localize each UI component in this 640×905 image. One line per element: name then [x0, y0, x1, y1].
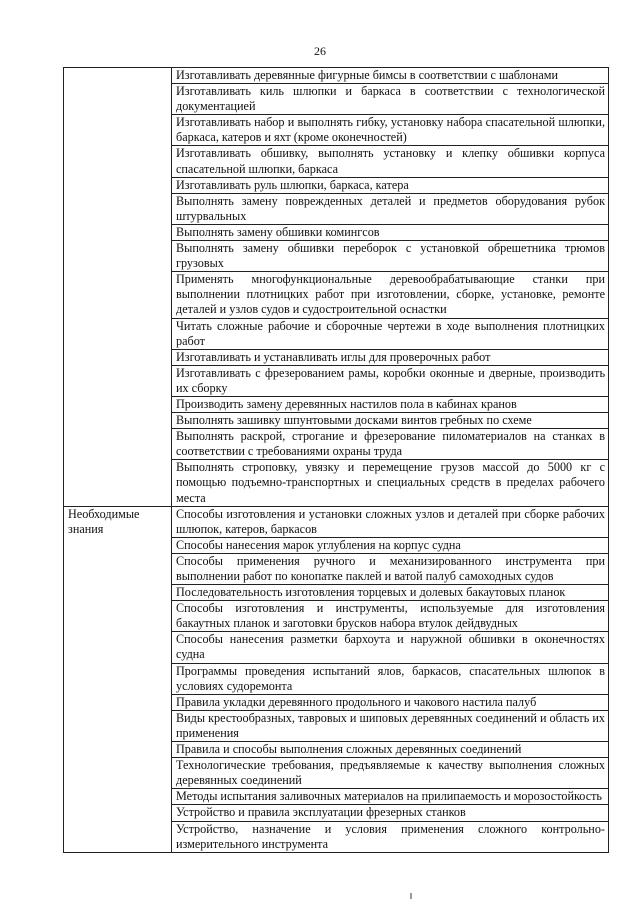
table-row [64, 68, 609, 84]
skills-item: Выполнять зашивку шпунтовыми досками винтов гребных по схеме [172, 413, 609, 429]
knowledge-item: Способы изготовления и установки сложных узлов и деталей при сборке рабочих шлюпок, катеров, баркасов [172, 506, 609, 537]
page-number: 26 [314, 44, 326, 58]
knowledge-item: Способы изготовления и инструменты, используемые для изготовления бакаутных планок и заготовки брусков набора втулок дейдвудных [172, 601, 609, 632]
skills-item: Читать сложные рабочие и сборочные чертежи в ходе выполнения плотницких работ [172, 318, 609, 349]
knowledge-item: Устройство, назначение и условия применения сложного контрольно-измерительного инструмента [172, 821, 609, 852]
skills-item: Изготавливать обшивку, выполнять установку и клепку обшивки корпуса спасательной шлюпки, баркаса [172, 146, 609, 177]
skills-item: Изготавливать и устанавливать иглы для проверочных работ [172, 349, 609, 365]
knowledge-item: Методы испытания заливочных материалов на прилипаемость и морозостойкость [172, 789, 609, 805]
skills-item: Изготавливать киль шлюпки и баркаса в соответствии с технологической документацией [172, 84, 609, 115]
knowledge-item: Последовательность изготовления торцевых и долевых бакаутовых планок [172, 585, 609, 601]
knowledge-label-cell [64, 506, 172, 852]
skills-item: Производить замену деревянных настилов пола в кабинах кранов [172, 396, 609, 412]
knowledge-item: Способы применения ручного и механизированного инструмента при выполнении работ по конопатке паклей и ватой палуб самоходных судов [172, 553, 609, 584]
knowledge-item: Правила и способы выполнения сложных деревянных соединений [172, 742, 609, 758]
knowledge-item: Устройство и правила эксплуатации фрезерных станков [172, 805, 609, 821]
skills-label-cell [64, 68, 172, 507]
knowledge-item: Программы проведения испытаний ялов, баркасов, спасательных шлюпок в условиях судоремонта [172, 663, 609, 694]
knowledge-item: Правила укладки деревянного продольного и чакового настила палуб [172, 694, 609, 710]
table-row [64, 506, 609, 537]
skills-item: Выполнять строповку, увязку и перемещение грузов массой до 5000 кг с помощью подъемно-транспортных и специальных средств в пределах рабочего места [172, 460, 609, 506]
skills-item: Изготавливать руль шлюпки, баркаса, катера [172, 177, 609, 193]
knowledge-item: Способы нанесения разметки бархоута и наружной обшивки в оконечностях судна [172, 632, 609, 663]
skills-item: Применять многофункциональные деревообрабатывающие станки при выполнении плотницких работ при изготовлении, сборке, установке, ремонте деталей и узлов судов и судостроительной оснастки [172, 272, 609, 318]
knowledge-item: Способы нанесения марок углубления на корпус судна [172, 537, 609, 553]
knowledge-label: Необходимые знания [68, 506, 140, 536]
competency-table-body [64, 68, 609, 853]
skills-item: Изготавливать набор и выполнять гибку, установку набора спасательной шлюпки, баркаса, катеров и яхт (кроме оконечностей) [172, 115, 609, 146]
skills-item: Изготавливать с фрезерованием рамы, коробки оконные и дверные, производить их сборку [172, 365, 609, 396]
skills-item: Выполнять замену поврежденных деталей и предметов оборудования рубок штурвальных [172, 193, 609, 224]
competency-table [63, 67, 609, 853]
skills-item: Изготавливать деревянные фигурные бимсы в соответствии с шаблонами [172, 68, 609, 84]
scan-mark [410, 893, 412, 899]
skills-item: Выполнять замену обшивки комингсов [172, 224, 609, 240]
knowledge-item: Виды крестообразных, тавровых и шиповых деревянных соединений и область их применения [172, 710, 609, 741]
skills-item: Выполнять раскрой, строгание и фрезерование пиломатериалов на станках в соответствии с требованиями охраны труда [172, 429, 609, 460]
skills-item: Выполнять замену обшивки переборок с установкой обрешетника трюмов грузовых [172, 241, 609, 272]
knowledge-item: Технологические требования, предъявляемые к качеству выполнения сложных деревянных соединений [172, 758, 609, 789]
